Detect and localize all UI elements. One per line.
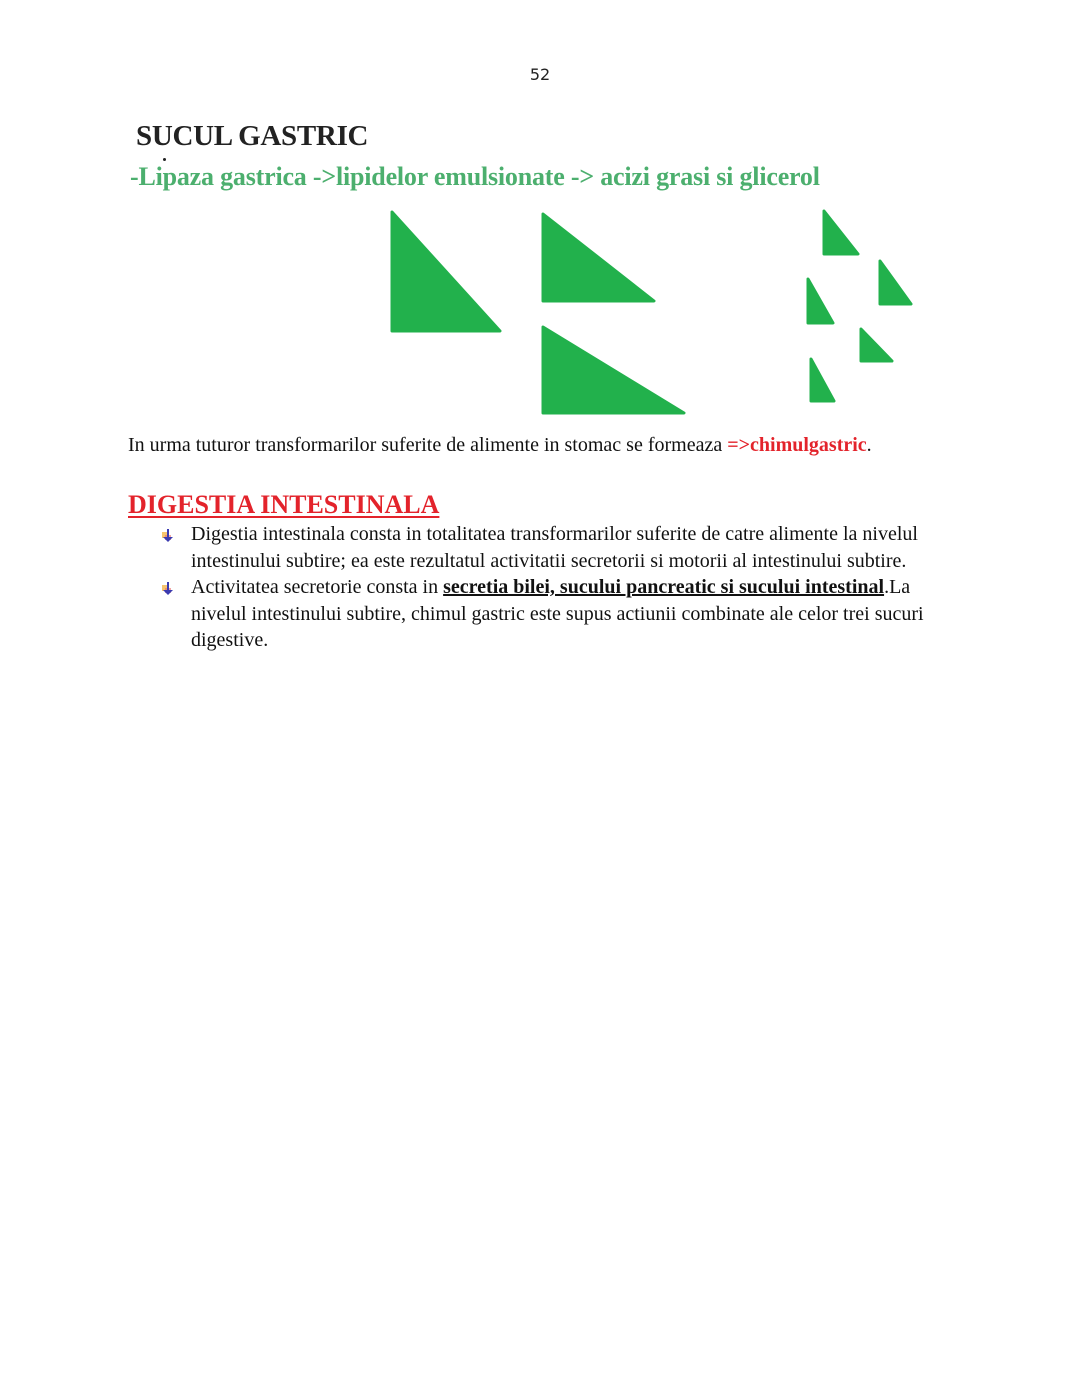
small-triangle-2 (880, 261, 911, 304)
large-triangle (392, 212, 500, 331)
chime-paragraph (128, 434, 872, 457)
paragraph-text: In urma tuturor transformarilor suferite de alimente in stomac se formeaza (128, 434, 728, 456)
sucul-gastric-figure (128, 118, 928, 423)
bullet-text: Digestia intestinala consta in totalitatea transformarilor suferite de catre alimente la nivelul intestinului subtire; ea este rezultatul activitatii secretorii si motorii al intestinului subtire. (191, 523, 918, 572)
small-triangle-3 (808, 279, 833, 323)
page-number: 52 (529, 65, 551, 84)
down-arrow-bullet-icon (160, 580, 176, 596)
figure-title: SUCUL GASTRIC (136, 120, 369, 152)
bullet-text-pre: Activitatea secretorie consta in (191, 576, 444, 598)
bullet-emphasis: secretia bilei, sucului pancreatic si sucului intestinal (443, 576, 885, 598)
medium-triangle-top (543, 214, 654, 301)
small-triangle-4 (861, 329, 892, 361)
bullet-list (160, 521, 960, 654)
down-arrow-bullet-icon (160, 527, 176, 543)
figure-subtitle: -Lipaza gastrica ->lipidelor emulsionate -> acizi grasi si glicerol (130, 162, 820, 191)
chime-highlight: =>chimulgastric (727, 434, 867, 456)
section-title: DIGESTIA INTESTINALA (128, 490, 440, 519)
bullet-text-post: .La nivelul intestinului subtire, chimul gastric este supus actiunii combinate ale celor trei sucuri digestive. (191, 576, 924, 651)
small-triangle-1 (824, 211, 858, 254)
small-triangle-5 (811, 359, 834, 401)
medium-triangle-bottom (543, 327, 684, 413)
triangles-illustration (128, 118, 928, 423)
list-item (160, 521, 960, 574)
list-item (160, 574, 960, 654)
paragraph-end: . (866, 434, 872, 456)
